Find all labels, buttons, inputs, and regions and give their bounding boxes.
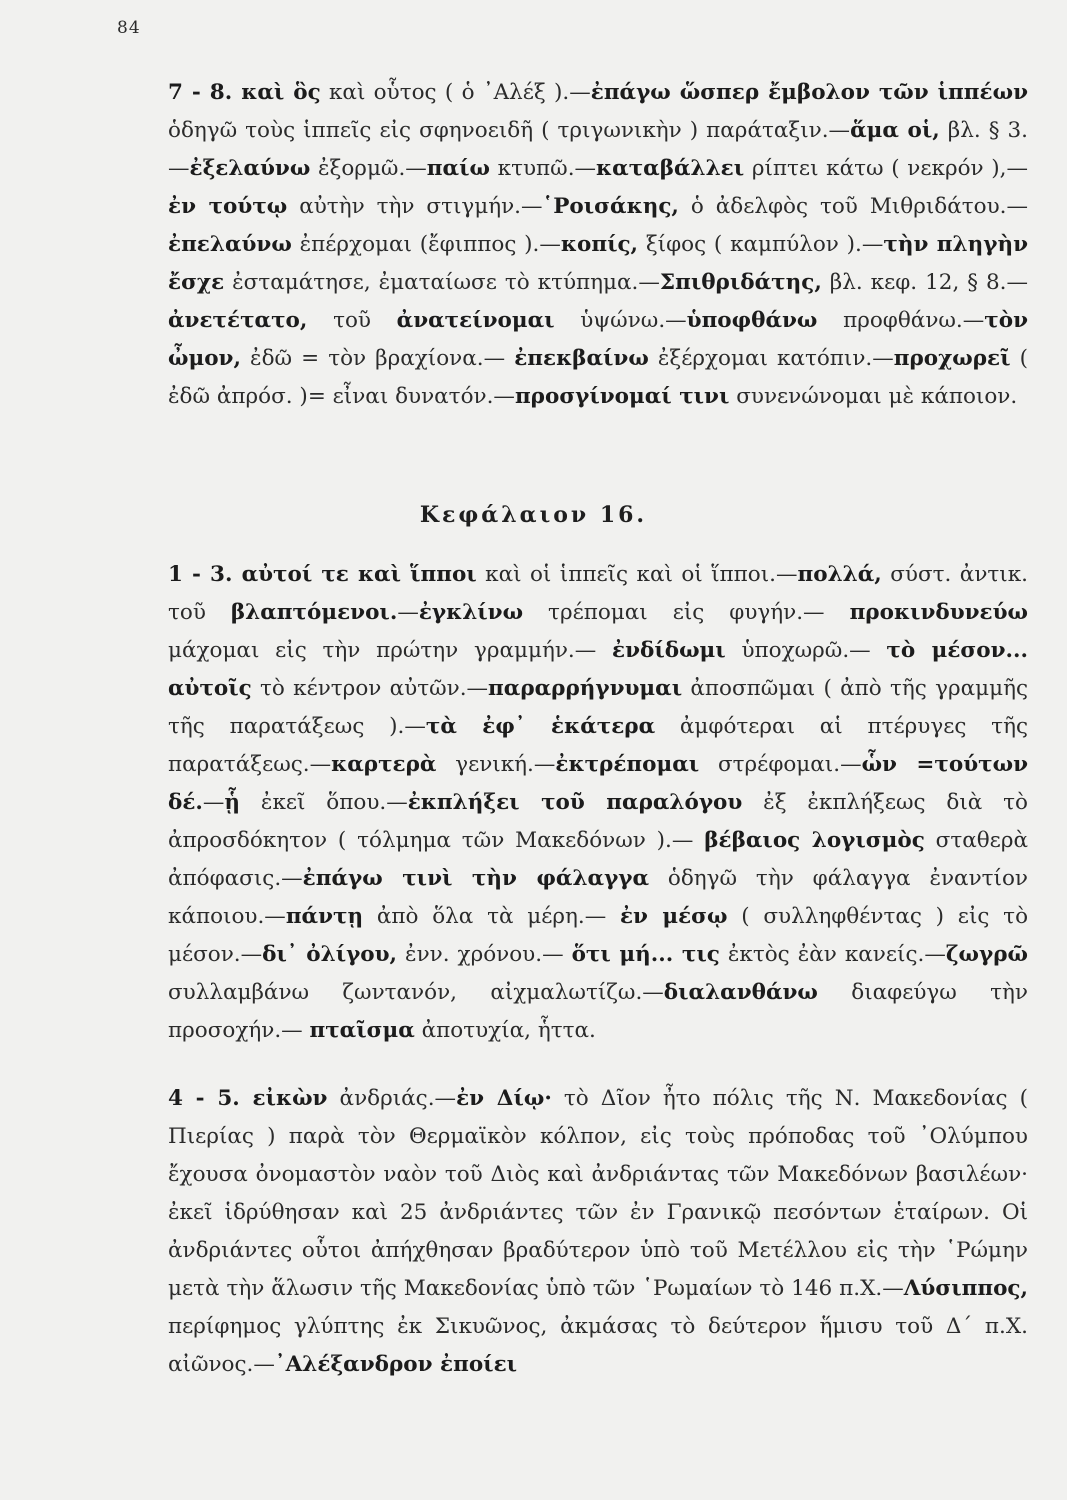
lemma-term: τὸν ὦμον,: [168, 308, 1028, 371]
lemma-term: ᾗ: [224, 790, 241, 815]
commentary-paragraph-sections-4-5: [120, 1080, 1028, 1384]
gloss-text: —: [397, 600, 419, 625]
lemma-term: κοπίς,: [560, 232, 639, 257]
lemma-term: ἐκπλήξει τοῦ παραλόγου: [407, 790, 743, 815]
lemma-term: ὧν =τούτων δέ.: [168, 752, 1029, 815]
lemma-term: παίω: [426, 156, 490, 181]
lemma-term: ῾Ροισάκης,: [542, 194, 679, 219]
commentary-paragraph-sections-1-3: [120, 556, 1028, 1050]
lemma-term: ἀνατείνομαι: [396, 308, 555, 333]
gloss-text: ὁδηγῶ τὴν φάλαγγα ἐναντίον κάποιου.—: [168, 866, 1028, 929]
gloss-text: ἐξέρχομαι κατόπιν.—: [648, 346, 894, 371]
gloss-text: ἐσταμάτησε, ἐματαίωσε τὸ κτύπημα.—: [224, 270, 660, 295]
lemma-term: ᾿Αλέξανδρον ἐποίει: [274, 1352, 518, 1377]
lemma-term: ἐν μέσῳ: [619, 904, 728, 929]
lemma-term: ἐπάγω ὥσπερ ἔμβολον τῶν ἱππέων: [590, 80, 1028, 105]
gloss-text: τὸ κέντρον αὐτῶν.—: [251, 676, 489, 701]
chapter-heading: Κεφάλαιον 16.: [419, 502, 648, 528]
gloss-text: —: [202, 790, 225, 815]
gloss-text: τρέπομαι εἰς φυγήν.—: [523, 600, 850, 625]
gloss-text: ( ἐδῶ ἀπρόσ. )= εἶναι δυνατόν.—: [168, 346, 1028, 409]
gloss-text: συνενώνομαι μὲ κάποιον.: [729, 384, 1018, 409]
lemma-term: 7 - 8. καὶ ὃς: [168, 80, 321, 105]
gloss-text: τὸ Δῖον ἦτο πόλις τῆς Ν. Μακεδονίας ( Πιερίας ) παρὰ τὸν Θερμαϊκὸν κόλπον, εἰς τοὺς πρόποδας τοῦ ᾿Ολύμπου ἔχουσα ὀνομαστὸν ναὸν τοῦ Διὸς καὶ ἀνδριάντας τῶν Μακεδόνων βασιλέων· ἐκεῖ ἱδρύθησαν καὶ 25 ἀνδριάντες τῶν ἐν Γρανικῷ πεσόντων ἑταίρων. Οἱ ἀνδριάντες οὗτοι ἀπήχθησαν βραδύτερον ὑπὸ τοῦ Μετέλλου εἰς τὴν ῾Ρώμην μετὰ τὴν ἅλωσιν τῆς Μακεδονίας ὑπὸ τῶν ῾Ρωμαίων τὸ 146 π.Χ.—: [168, 1086, 1029, 1301]
lemma-term: ἐγκλίνω: [418, 600, 524, 625]
gloss-text: βλ. κεφ. 12, § 8.—: [821, 270, 1028, 295]
lemma-term: 1 - 3. αὐτοί τε καὶ ἵπποι: [168, 562, 477, 587]
gloss-text: ἐπέρχομαι (ἔφιππος ).—: [291, 232, 561, 257]
gloss-text: ὑψώνω.—: [554, 308, 687, 333]
lemma-term: ἐν Δίῳ·: [456, 1086, 552, 1111]
lemma-term: καταβάλλει: [596, 156, 745, 181]
lemma-term: πολλά,: [797, 562, 882, 587]
gloss-text: ὑποχωρῶ.—: [725, 638, 887, 663]
lemma-term: ἐξελαύνω: [189, 156, 311, 181]
gloss-text: τοῦ: [307, 308, 397, 333]
lemma-term: καρτερὰ: [331, 752, 437, 777]
gloss-text: ἐξορμῶ.—: [310, 156, 427, 181]
lemma-term: προκινδυνεύω: [849, 600, 1029, 625]
lemma-term: διαλανθάνω: [663, 980, 818, 1005]
gloss-text: ρίπτει κάτω ( νεκρόν ),—: [744, 156, 1028, 181]
gloss-text: ἐκεῖ ὅπου.—: [240, 790, 408, 815]
gloss-text: γενική.—: [436, 752, 556, 777]
lemma-term: ἐπεκβαίνω: [514, 346, 649, 371]
gloss-text: καὶ οὗτος ( ὁ ᾿Αλέξ ).—: [320, 80, 591, 105]
lemma-term: ἐκτρέπομαι: [555, 752, 700, 777]
gloss-text: ἐνν. χρόνου.—: [397, 942, 572, 967]
gloss-text: ξίφος ( καμπύλον ).—: [638, 232, 884, 257]
lemma-term: πταῖσμα: [309, 1018, 415, 1043]
lemma-term: ὑποφθάνω: [686, 308, 818, 333]
lemma-term: Σπιθριδάτης,: [659, 270, 822, 295]
lemma-term: βλαπτόμενοι.: [230, 600, 398, 625]
gloss-text: ἀποτυχία, ἧττα.: [414, 1018, 596, 1043]
gloss-text: ἐκτὸς ἐὰν κανείς.—: [719, 942, 946, 967]
lemma-term: ζωγρῶ: [945, 942, 1028, 967]
gloss-text: ἐξ ἐκπλήξεως διὰ τὸ ἀπροσδόκητον ( τόλμημα τῶν Μακεδόνων ).—: [168, 790, 1028, 853]
lemma-term: πάντῃ: [285, 904, 364, 929]
gloss-text: ὁ ἀδελφὸς τοῦ Μιθριδάτου.—: [678, 194, 1028, 219]
gloss-text: ἀνδριάς.—: [327, 1086, 457, 1111]
gloss-text: βλ. § 3.—: [168, 118, 1028, 181]
lemma-term: ἐπάγω τινὶ τὴν φάλαγγα: [302, 866, 650, 891]
lemma-term: προσγίνομαί τινι: [514, 384, 730, 409]
gloss-text: προφθάνω.—: [817, 308, 985, 333]
gloss-text: διαφεύγω τὴν προσοχήν.—: [168, 980, 1028, 1043]
gloss-text: κτυπῶ.—: [489, 156, 597, 181]
lemma-term: Λύσιππος,: [903, 1276, 1028, 1301]
gloss-text: ἀπὸ ὅλα τὰ μέρη.—: [363, 904, 620, 929]
gloss-text: καὶ οἱ ἱππεῖς καὶ οἱ ἵπποι.—: [476, 562, 798, 587]
lemma-term: ἐν τούτῳ: [168, 194, 288, 219]
lemma-term: ἐπελαύνω: [168, 232, 292, 257]
lemma-term: 4 - 5. εἰκὼν: [168, 1086, 328, 1111]
gloss-text: ἐδῶ = τὸν βραχίονα.—: [240, 346, 515, 371]
gloss-text: αὐτὴν τὴν στιγμήν.—: [287, 194, 543, 219]
lemma-term: ἐνδίδωμι: [612, 638, 726, 663]
lemma-term: ὅτι μή... τις: [571, 942, 720, 967]
gloss-text: συλλαμβάνω ζωντανόν, αἰχμαλωτίζω.—: [168, 980, 664, 1005]
lemma-term: προχωρεῖ: [893, 346, 1011, 371]
lemma-term: ἀνετέτατο,: [168, 308, 308, 333]
gloss-text: ( συλληφθέντας ) εἰς τὸ μέσον.—: [168, 904, 1029, 967]
lemma-term: βέβαιος λογισμὸς: [704, 828, 925, 853]
lemma-term: τὸ μέσον... αὐτοῖς: [168, 638, 1028, 701]
gloss-text: στρέφομαι.—: [699, 752, 862, 777]
lemma-term: δι᾿ ὀλίγου,: [262, 942, 398, 967]
commentary-paragraph-sections-7-8: [120, 74, 1028, 416]
gloss-text: ἀποσπῶμαι ( ἀπὸ τῆς γραμμῆς τῆς παρατάξεως ).—: [168, 676, 1028, 739]
lemma-term: τὴν πληγὴν ἔσχε: [168, 232, 1028, 295]
lemma-term: παραρρήγνυμαι: [488, 676, 683, 701]
lemma-term: ἅμα οἱ,: [850, 118, 940, 143]
lemma-term: τὰ ἐφ᾿ ἑκάτερα: [425, 714, 656, 739]
gloss-text: σταθερὰ ἀπόφασις.—: [168, 828, 1028, 891]
gloss-text: περίφημος γλύπτης ἐκ Σικυῶνος, ἀκμάσας τὸ δεύτερον ἥμισυ τοῦ Δ΄ π.Χ. αἰῶνος.—: [168, 1314, 1028, 1377]
gloss-text: σύστ. ἀντικ. τοῦ: [168, 562, 1028, 625]
page-number: 84: [117, 18, 141, 38]
gloss-text: ἀμφότεραι αἱ πτέρυγες τῆς παρατάξεως.—: [168, 714, 1028, 777]
gloss-text: ὁδηγῶ τοὺς ἱππεῖς εἰς σφηνοειδῆ ( τριγωνικὴν ) παράταξιν.—: [168, 118, 851, 143]
gloss-text: μάχομαι εἰς τὴν πρώτην γραμμήν.—: [168, 638, 612, 663]
